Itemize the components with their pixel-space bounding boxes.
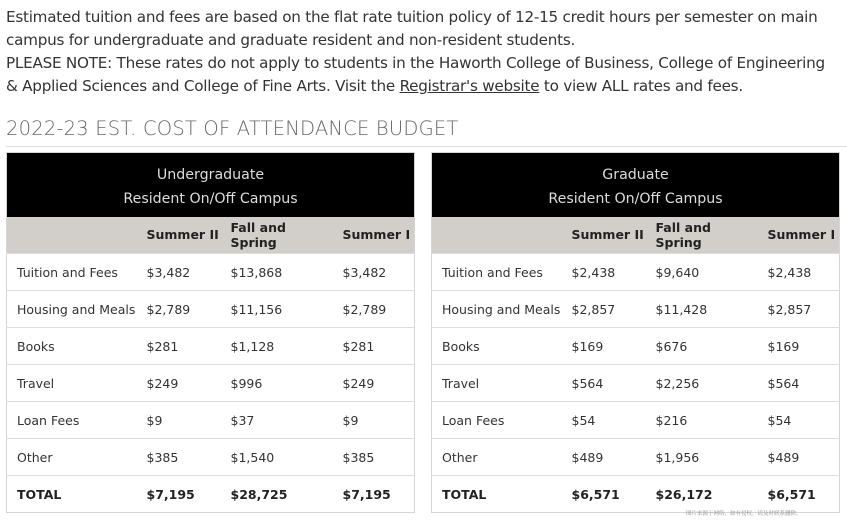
section-divider (6, 146, 847, 147)
cell-fall-spring: $996 (221, 365, 333, 402)
cell-summer-i: $3,482 (333, 254, 415, 291)
cell-summer-i: $2,789 (333, 291, 415, 328)
table-subtitle-line: Resident On/Off Campus (548, 190, 723, 207)
cell-summer-ii: $564 (562, 365, 646, 402)
table-row (432, 291, 840, 328)
table-subtitle-line: Resident On/Off Campus (123, 190, 298, 207)
cell-summer-ii: $385 (137, 439, 221, 476)
table-row (432, 439, 840, 476)
table-row (7, 439, 415, 476)
cell-summer-i: $9 (333, 402, 415, 439)
cell-fall-spring: $26,172 (646, 476, 758, 513)
cell-summer-i: $489 (758, 439, 840, 476)
note-paragraph (6, 52, 841, 98)
cell-summer-ii: $169 (562, 328, 646, 365)
cell-fall-spring: $1,540 (221, 439, 333, 476)
row-label: Loan Fees (7, 402, 137, 439)
table-row (7, 365, 415, 402)
cell-summer-ii: $281 (137, 328, 221, 365)
note-text-start: PLEASE NOTE: These rates do not apply to students in the Haworth College of Business, College of Engineering & Applied Sciences and College of Fine Arts. Visit the (6, 54, 825, 95)
row-label: Books (432, 328, 562, 365)
table-row (432, 254, 840, 291)
table-title-row (432, 153, 840, 217)
cell-fall-spring: $1,128 (221, 328, 333, 365)
cell-fall-spring: $2,256 (646, 365, 758, 402)
total-row (7, 476, 415, 513)
table-row (432, 328, 840, 365)
cell-summer-ii: $54 (562, 402, 646, 439)
row-label: Housing and Meals (432, 291, 562, 328)
column-header-fall-spring: Fall and Spring (646, 217, 758, 254)
row-label: Travel (432, 365, 562, 402)
table-row (7, 291, 415, 328)
table-row (7, 328, 415, 365)
graduate-budget-table (431, 152, 840, 513)
table-title-line: Graduate (602, 166, 669, 183)
row-label: Other (432, 439, 562, 476)
cell-summer-ii: $489 (562, 439, 646, 476)
column-header-row (432, 217, 840, 254)
column-header-summer-ii: Summer II (137, 217, 221, 254)
cell-fall-spring: $216 (646, 402, 758, 439)
cell-summer-ii: $6,571 (562, 476, 646, 513)
cell-summer-i: $281 (333, 328, 415, 365)
note-text-end: to view ALL rates and fees. (539, 77, 743, 95)
row-label: Other (7, 439, 137, 476)
row-label: Housing and Meals (7, 291, 137, 328)
cell-fall-spring: $11,428 (646, 291, 758, 328)
section-title: 2022-23 EST. COST OF ATTENDANCE BUDGET (6, 117, 459, 140)
total-row (432, 476, 840, 513)
cell-summer-i: $2,857 (758, 291, 840, 328)
cell-summer-ii: $249 (137, 365, 221, 402)
cell-summer-i: $564 (758, 365, 840, 402)
row-label: TOTAL (7, 476, 137, 513)
table-row (432, 402, 840, 439)
cell-summer-i: $7,195 (333, 476, 415, 513)
cell-fall-spring: $9,640 (646, 254, 758, 291)
watermark-text: 图片来源于网络，如有侵权，请及时联系删除。 (686, 511, 802, 517)
graduate-title (432, 153, 840, 217)
cell-summer-ii: $9 (137, 402, 221, 439)
column-header-fall-spring: Fall and Spring (221, 217, 333, 254)
intro-text (6, 6, 841, 98)
registrar-website-link[interactable]: Registrar's website (399, 77, 540, 95)
cell-summer-ii: $7,195 (137, 476, 221, 513)
cell-summer-ii: $2,789 (137, 291, 221, 328)
row-label: Tuition and Fees (7, 254, 137, 291)
cell-summer-ii: $2,438 (562, 254, 646, 291)
column-header-summer-i: Summer I (758, 217, 840, 254)
table-row (432, 365, 840, 402)
column-header-blank (7, 217, 137, 254)
intro-paragraph: Estimated tuition and fees are based on the flat rate tuition policy of 12-15 credit hours per semester on main campus for undergraduate and graduate resident and non-resident students. (6, 8, 818, 49)
row-label: TOTAL (432, 476, 562, 513)
undergraduate-budget-table (6, 152, 415, 513)
row-label: Loan Fees (432, 402, 562, 439)
cell-summer-ii: $2,857 (562, 291, 646, 328)
column-header-summer-i: Summer I (333, 217, 415, 254)
cell-fall-spring: $1,956 (646, 439, 758, 476)
cell-summer-ii: $3,482 (137, 254, 221, 291)
cell-summer-i: $249 (333, 365, 415, 402)
cell-fall-spring: $13,868 (221, 254, 333, 291)
undergraduate-title (7, 153, 415, 217)
cell-fall-spring: $28,725 (221, 476, 333, 513)
cell-summer-i: $385 (333, 439, 415, 476)
table-title-row (7, 153, 415, 217)
column-header-blank (432, 217, 562, 254)
cell-fall-spring: $11,156 (221, 291, 333, 328)
cell-summer-i: $6,571 (758, 476, 840, 513)
cell-summer-i: $2,438 (758, 254, 840, 291)
column-header-summer-ii: Summer II (562, 217, 646, 254)
cell-summer-i: $169 (758, 328, 840, 365)
cell-summer-i: $54 (758, 402, 840, 439)
table-row (7, 254, 415, 291)
cell-fall-spring: $676 (646, 328, 758, 365)
row-label: Books (7, 328, 137, 365)
table-row (7, 402, 415, 439)
row-label: Travel (7, 365, 137, 402)
row-label: Tuition and Fees (432, 254, 562, 291)
table-title-line: Undergraduate (156, 166, 265, 183)
column-header-row (7, 217, 415, 254)
cell-fall-spring: $37 (221, 402, 333, 439)
